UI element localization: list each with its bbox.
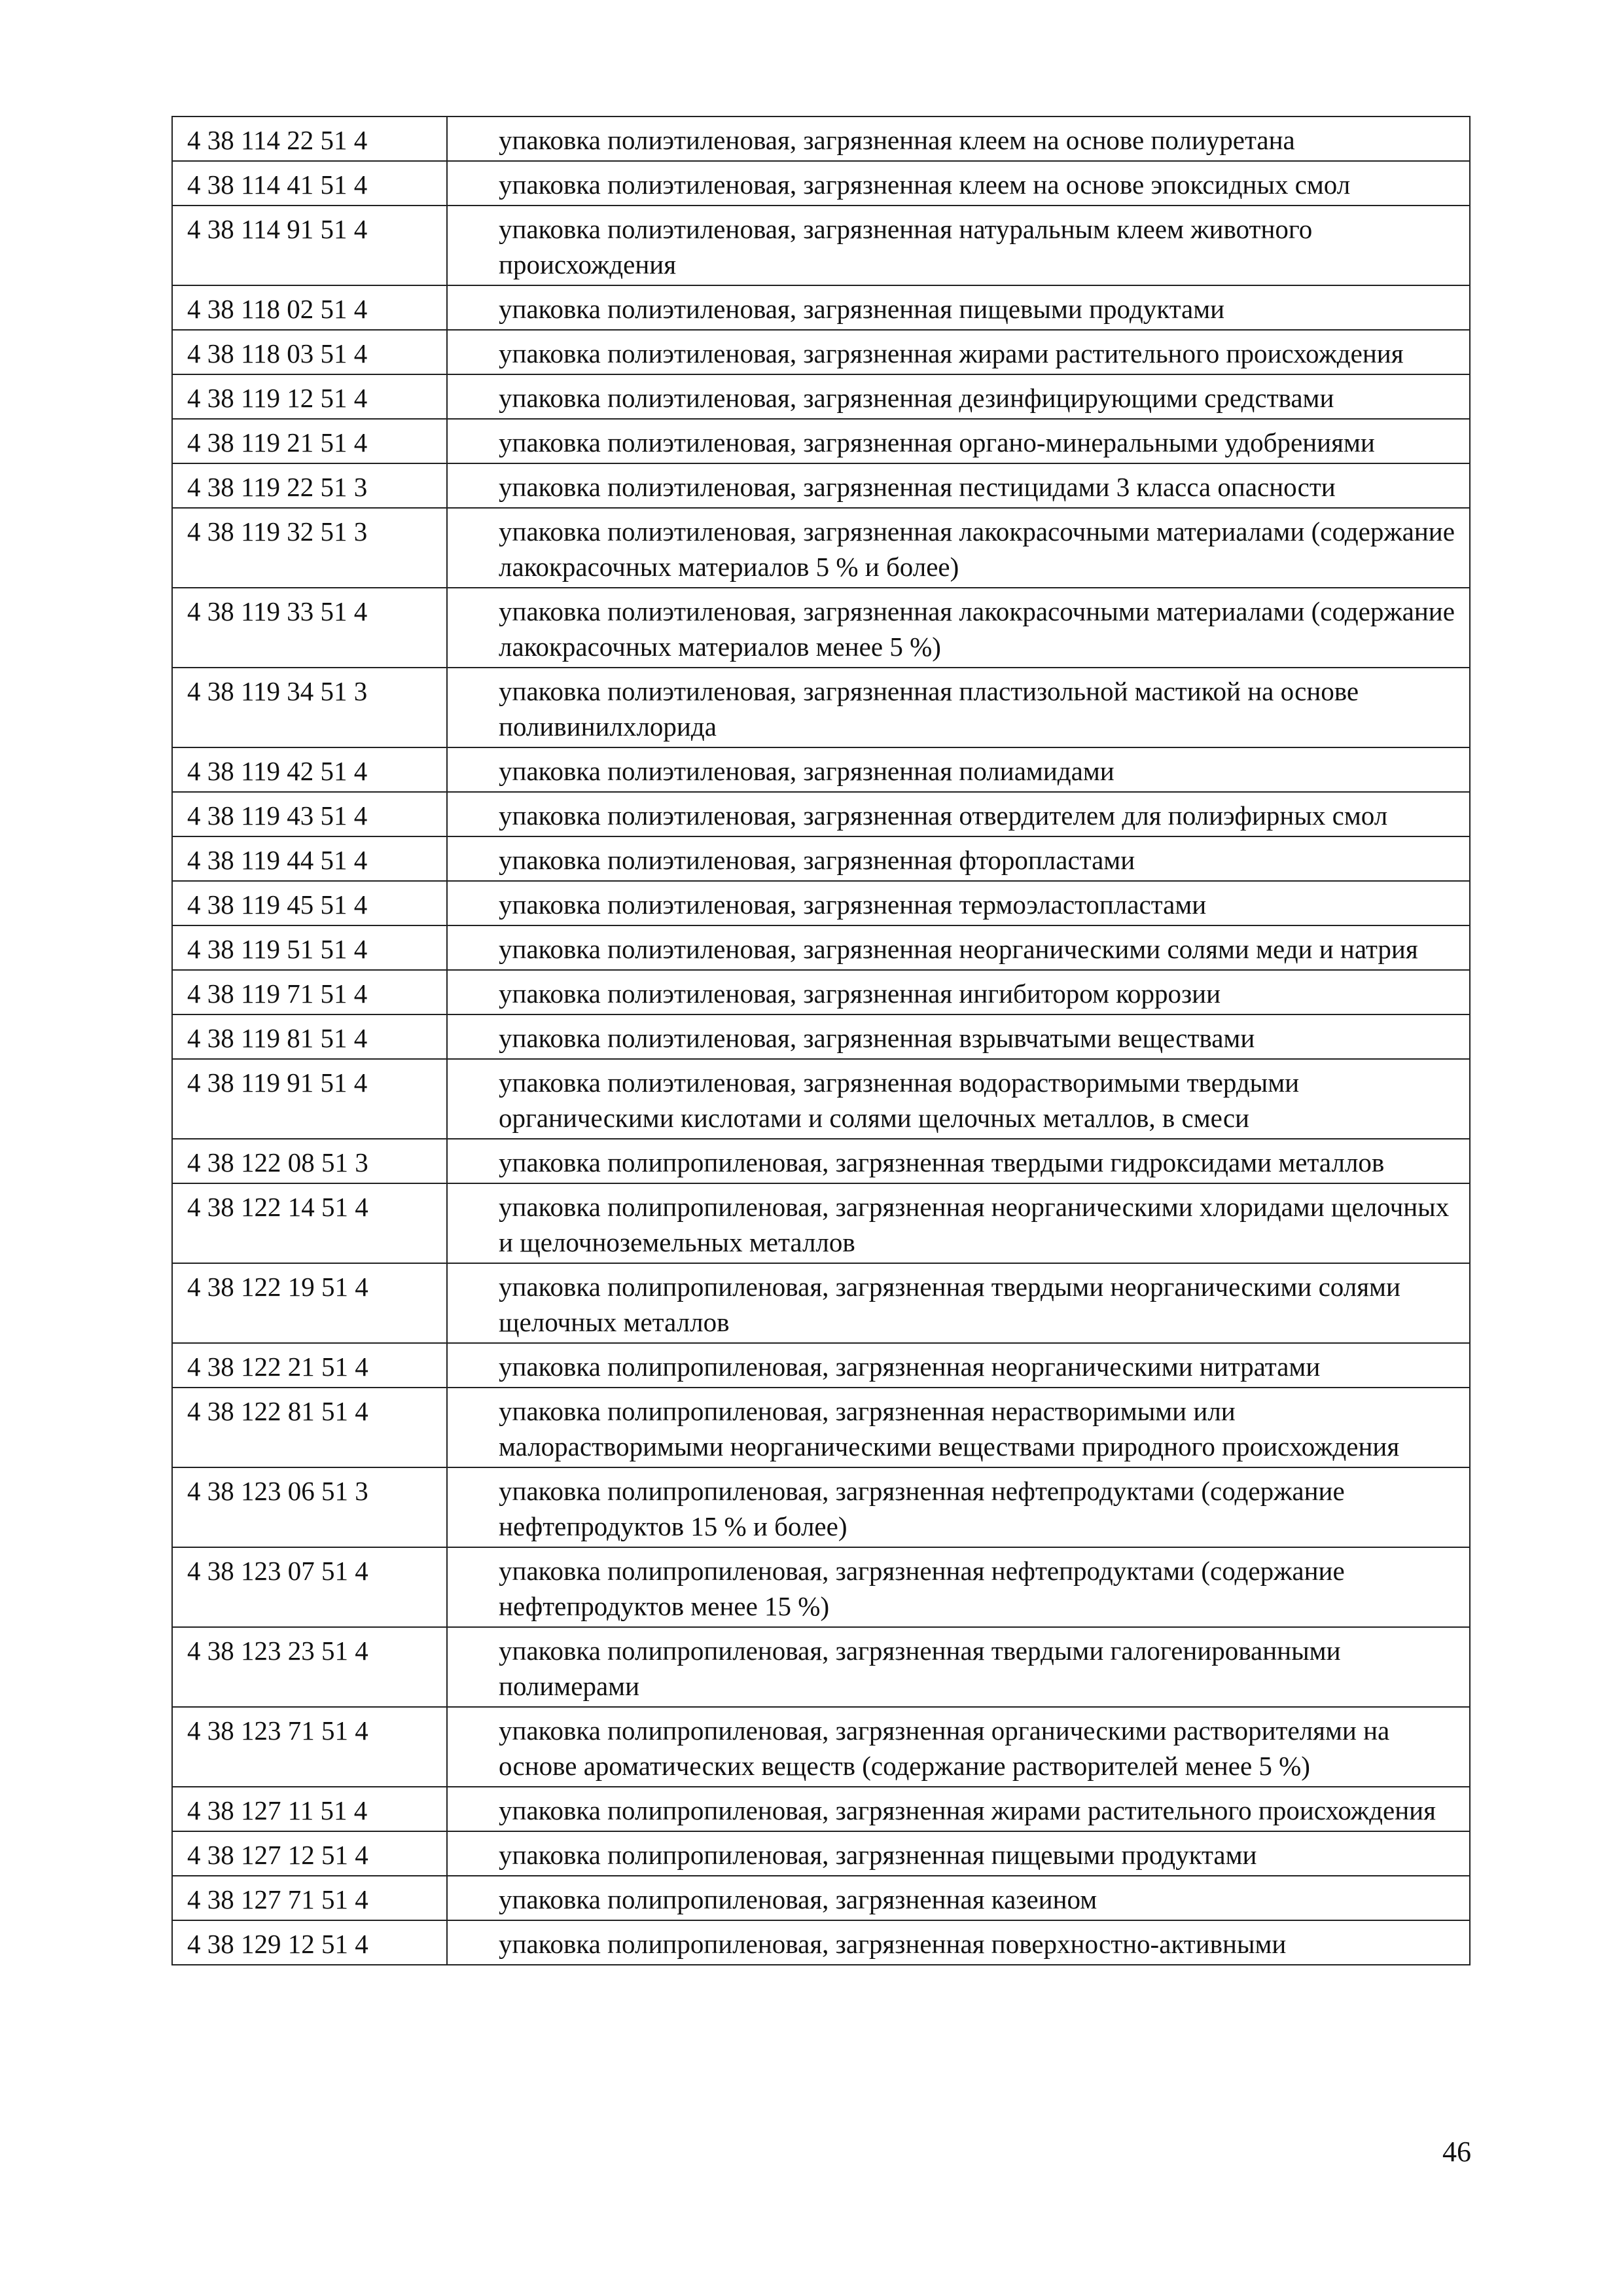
table-row — [172, 419, 1470, 463]
table-row — [172, 1139, 1470, 1183]
waste-description-cell: упаковка полипропиленовая, загрязненная твердыми галогенированными полимерами — [447, 1627, 1470, 1707]
waste-code-cell: 4 38 118 03 51 4 — [172, 330, 447, 374]
table-row — [172, 668, 1470, 747]
table-row — [172, 881, 1470, 925]
waste-code-cell: 4 38 119 32 51 3 — [172, 508, 447, 588]
table-row — [172, 836, 1470, 881]
table-row — [172, 117, 1470, 161]
table-row — [172, 1014, 1470, 1059]
waste-code-cell: 4 38 119 44 51 4 — [172, 836, 447, 881]
waste-description-cell: упаковка полиэтиленовая, загрязненная натуральным клеем животного происхождения — [447, 206, 1470, 285]
waste-code-cell: 4 38 119 42 51 4 — [172, 747, 447, 792]
table-row — [172, 1467, 1470, 1547]
table-row — [172, 1627, 1470, 1707]
waste-description-cell: упаковка полиэтиленовая, загрязненная лакокрасочными материалами (содержание лакокрасочных материалов менее 5 %) — [447, 588, 1470, 668]
waste-description-cell: упаковка полиэтиленовая, загрязненная водорастворимыми твердыми органическими кислотами и солями щелочных металлов, в смеси — [447, 1059, 1470, 1139]
table-row — [172, 925, 1470, 970]
table-row — [172, 1831, 1470, 1876]
table-body — [172, 117, 1470, 1965]
table-row — [172, 588, 1470, 668]
waste-code-cell: 4 38 127 11 51 4 — [172, 1787, 447, 1831]
waste-description-cell: упаковка полипропиленовая, загрязненная органическими растворителями на основе ароматических веществ (содержание растворителей менее 5 %) — [447, 1707, 1470, 1787]
waste-description-cell: упаковка полиэтиленовая, загрязненная отвердителем для полиэфирных смол — [447, 792, 1470, 836]
table-row — [172, 1263, 1470, 1343]
waste-description-cell: упаковка полипропиленовая, загрязненная твердыми неорганическими солями щелочных металлов — [447, 1263, 1470, 1343]
table-row — [172, 970, 1470, 1014]
waste-description-cell: упаковка полиэтиленовая, загрязненная клеем на основе полиуретана — [447, 117, 1470, 161]
table-row — [172, 285, 1470, 330]
waste-description-cell: упаковка полиэтиленовая, загрязненная жирами растительного происхождения — [447, 330, 1470, 374]
waste-code-cell: 4 38 119 21 51 4 — [172, 419, 447, 463]
waste-description-cell: упаковка полипропиленовая, загрязненная нефтепродуктами (содержание нефтепродуктов менее 15 %) — [447, 1547, 1470, 1627]
waste-code-cell: 4 38 123 06 51 3 — [172, 1467, 447, 1547]
waste-code-cell: 4 38 127 71 51 4 — [172, 1876, 447, 1920]
waste-code-cell: 4 38 129 12 51 4 — [172, 1920, 447, 1965]
waste-description-cell: упаковка полипропиленовая, загрязненная казеином — [447, 1876, 1470, 1920]
waste-code-table — [171, 116, 1471, 1965]
page-number: 46 — [1442, 2136, 1471, 2168]
table-row — [172, 374, 1470, 419]
table-row — [172, 463, 1470, 508]
table-row — [172, 508, 1470, 588]
waste-description-cell: упаковка полиэтиленовая, загрязненная органо-минеральными удобрениями — [447, 419, 1470, 463]
waste-code-cell: 4 38 119 12 51 4 — [172, 374, 447, 419]
waste-code-cell: 4 38 114 41 51 4 — [172, 161, 447, 206]
waste-code-cell: 4 38 119 51 51 4 — [172, 925, 447, 970]
waste-description-cell: упаковка полиэтиленовая, загрязненная пластизольной мастикой на основе поливинилхлорида — [447, 668, 1470, 747]
waste-description-cell: упаковка полиэтиленовая, загрязненная термоэластопластами — [447, 881, 1470, 925]
waste-description-cell: упаковка полиэтиленовая, загрязненная пестицидами 3 класса опасности — [447, 463, 1470, 508]
waste-code-cell: 4 38 114 22 51 4 — [172, 117, 447, 161]
waste-code-cell: 4 38 123 07 51 4 — [172, 1547, 447, 1627]
waste-code-cell: 4 38 114 91 51 4 — [172, 206, 447, 285]
waste-description-cell: упаковка полиэтиленовая, загрязненная фторопластами — [447, 836, 1470, 881]
waste-description-cell: упаковка полипропиленовая, загрязненная нефтепродуктами (содержание нефтепродуктов 15 % и более) — [447, 1467, 1470, 1547]
table-row — [172, 792, 1470, 836]
table-row — [172, 1343, 1470, 1388]
waste-code-cell: 4 38 119 43 51 4 — [172, 792, 447, 836]
table-row — [172, 206, 1470, 285]
waste-description-cell: упаковка полиэтиленовая, загрязненная неорганическими солями меди и натрия — [447, 925, 1470, 970]
waste-description-cell: упаковка полипропиленовая, загрязненная нерастворимыми или малорастворимыми неорганическими веществами природного происхождения — [447, 1388, 1470, 1467]
waste-code-cell: 4 38 122 14 51 4 — [172, 1183, 447, 1263]
table-row — [172, 1547, 1470, 1627]
waste-description-cell: упаковка полипропиленовая, загрязненная поверхностно-активными — [447, 1920, 1470, 1965]
waste-code-cell: 4 38 118 02 51 4 — [172, 285, 447, 330]
waste-description-cell: упаковка полипропиленовая, загрязненная твердыми гидроксидами металлов — [447, 1139, 1470, 1183]
waste-description-cell: упаковка полипропиленовая, загрязненная жирами растительного происхождения — [447, 1787, 1470, 1831]
table-row — [172, 1876, 1470, 1920]
waste-code-cell: 4 38 122 08 51 3 — [172, 1139, 447, 1183]
table-row — [172, 161, 1470, 206]
waste-code-cell: 4 38 119 81 51 4 — [172, 1014, 447, 1059]
table-row — [172, 1388, 1470, 1467]
table-row — [172, 1787, 1470, 1831]
table-row — [172, 1183, 1470, 1263]
waste-description-cell: упаковка полиэтиленовая, загрязненная взрывчатыми веществами — [447, 1014, 1470, 1059]
waste-code-cell: 4 38 123 71 51 4 — [172, 1707, 447, 1787]
waste-code-cell: 4 38 119 91 51 4 — [172, 1059, 447, 1139]
waste-code-cell: 4 38 123 23 51 4 — [172, 1627, 447, 1707]
waste-code-cell: 4 38 119 71 51 4 — [172, 970, 447, 1014]
waste-code-cell: 4 38 119 34 51 3 — [172, 668, 447, 747]
waste-description-cell: упаковка полипропиленовая, загрязненная неорганическими хлоридами щелочных и щелочноземельных металлов — [447, 1183, 1470, 1263]
waste-code-cell: 4 38 122 81 51 4 — [172, 1388, 447, 1467]
waste-code-cell: 4 38 119 45 51 4 — [172, 881, 447, 925]
waste-code-cell: 4 38 127 12 51 4 — [172, 1831, 447, 1876]
waste-code-cell: 4 38 122 19 51 4 — [172, 1263, 447, 1343]
table-row — [172, 1059, 1470, 1139]
waste-description-cell: упаковка полиэтиленовая, загрязненная лакокрасочными материалами (содержание лакокрасочных материалов 5 % и более) — [447, 508, 1470, 588]
waste-description-cell: упаковка полиэтиленовая, загрязненная ингибитором коррозии — [447, 970, 1470, 1014]
waste-code-cell: 4 38 119 33 51 4 — [172, 588, 447, 668]
waste-code-cell: 4 38 122 21 51 4 — [172, 1343, 447, 1388]
waste-description-cell: упаковка полипропиленовая, загрязненная неорганическими нитратами — [447, 1343, 1470, 1388]
waste-code-cell: 4 38 119 22 51 3 — [172, 463, 447, 508]
table-row — [172, 747, 1470, 792]
table-row — [172, 1920, 1470, 1965]
waste-description-cell: упаковка полиэтиленовая, загрязненная клеем на основе эпоксидных смол — [447, 161, 1470, 206]
waste-description-cell: упаковка полиэтиленовая, загрязненная полиамидами — [447, 747, 1470, 792]
table-row — [172, 330, 1470, 374]
waste-description-cell: упаковка полиэтиленовая, загрязненная пищевыми продуктами — [447, 285, 1470, 330]
table-row — [172, 1707, 1470, 1787]
waste-description-cell: упаковка полипропиленовая, загрязненная пищевыми продуктами — [447, 1831, 1470, 1876]
waste-description-cell: упаковка полиэтиленовая, загрязненная дезинфицирующими средствами — [447, 374, 1470, 419]
